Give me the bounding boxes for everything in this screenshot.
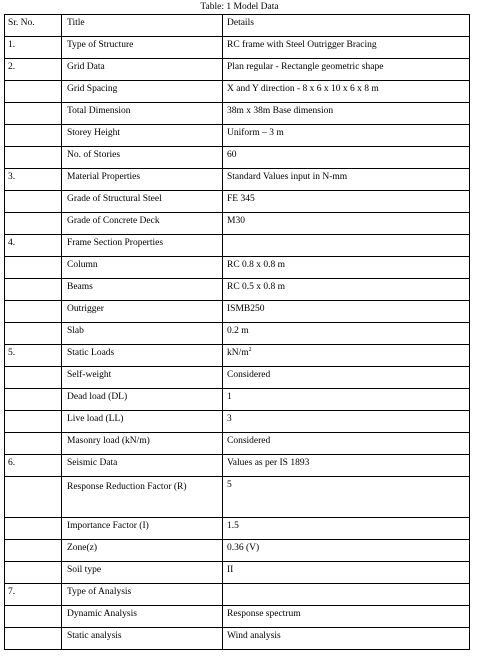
title-cell: Response Reduction Factor (R)	[62, 477, 223, 518]
sr-no-cell	[5, 389, 62, 411]
title-cell: Static Loads	[62, 345, 223, 367]
sr-no-cell	[5, 125, 62, 147]
details-cell: 0.2 m	[223, 323, 470, 345]
title-cell: Column	[62, 257, 223, 279]
sr-no-cell	[5, 518, 62, 540]
unit-text: kN/m	[227, 348, 249, 358]
details-cell: FE 345	[223, 191, 470, 213]
sr-no-cell: 7.	[5, 584, 62, 606]
sr-no-cell: 5.	[5, 345, 62, 367]
sr-no-cell	[5, 147, 62, 169]
details-cell: 38m x 38m Base dimension	[223, 103, 470, 125]
title-cell: Material Properties	[62, 169, 223, 191]
details-cell	[223, 584, 470, 606]
table-row	[5, 455, 470, 477]
table-row	[5, 169, 470, 191]
title-cell: No. of Stories	[62, 147, 223, 169]
table-header-row	[5, 15, 470, 37]
table-row	[5, 147, 470, 169]
table-row	[5, 433, 470, 455]
details-cell: M30	[223, 213, 470, 235]
table-row	[5, 301, 470, 323]
details-cell: Standard Values input in N-mm	[223, 169, 470, 191]
sr-no-cell: 3.	[5, 169, 62, 191]
table-row	[5, 540, 470, 562]
title-cell: Type of Structure	[62, 37, 223, 59]
details-cell	[223, 235, 470, 257]
details-cell: X and Y direction - 8 x 6 x 10 x 6 x 8 m	[223, 81, 470, 103]
model-data-table	[4, 14, 470, 650]
table-row	[5, 345, 470, 367]
table-row	[5, 257, 470, 279]
details-cell: Values as per IS 1893	[223, 455, 470, 477]
table-row	[5, 367, 470, 389]
table-row	[5, 628, 470, 650]
title-cell: Frame Section Properties	[62, 235, 223, 257]
details-cell: RC 0.8 x 0.8 m	[223, 257, 470, 279]
title-cell: Live load (LL)	[62, 411, 223, 433]
table-caption: Table: 1 Model Data	[200, 2, 279, 12]
table-row	[5, 191, 470, 213]
details-cell: 1	[223, 389, 470, 411]
details-cell: 5	[223, 477, 470, 518]
sr-no-cell: 4.	[5, 235, 62, 257]
details-cell: Considered	[223, 433, 470, 455]
title-cell: Grade of Concrete Deck	[62, 213, 223, 235]
sr-no-cell	[5, 562, 62, 584]
sr-no-cell	[5, 367, 62, 389]
sr-no-cell	[5, 213, 62, 235]
title-cell: Slab	[62, 323, 223, 345]
unit-exponent: 2	[248, 346, 252, 353]
sr-no-cell	[5, 628, 62, 650]
title-cell: Masonry load (kN/m)	[62, 433, 223, 455]
details-cell: Considered	[223, 367, 470, 389]
sr-no-cell	[5, 81, 62, 103]
title-cell: Grid Spacing	[62, 81, 223, 103]
header-title: Title	[62, 15, 223, 37]
title-cell: Type of Analysis	[62, 584, 223, 606]
details-cell: II	[223, 562, 470, 584]
table-row	[5, 389, 470, 411]
title-cell: Seismic Data	[62, 455, 223, 477]
table-row	[5, 235, 470, 257]
table-row	[5, 411, 470, 433]
details-cell: RC frame with Steel Outrigger Bracing	[223, 37, 470, 59]
sr-no-cell	[5, 103, 62, 125]
sr-no-cell	[5, 257, 62, 279]
title-cell: Total Dimension	[62, 103, 223, 125]
table-row	[5, 81, 470, 103]
table-row	[5, 323, 470, 345]
table-row	[5, 562, 470, 584]
details-cell	[223, 345, 470, 367]
sr-no-cell	[5, 477, 62, 518]
table-row	[5, 59, 470, 81]
sr-no-cell	[5, 191, 62, 213]
table-row	[5, 213, 470, 235]
title-cell: Beams	[62, 279, 223, 301]
table-row	[5, 518, 470, 540]
table-row	[5, 279, 470, 301]
table-body	[5, 37, 470, 650]
title-cell: Importance Factor (I)	[62, 518, 223, 540]
sr-no-cell	[5, 540, 62, 562]
sr-no-cell: 1.	[5, 37, 62, 59]
table-row	[5, 584, 470, 606]
title-cell: Self-weight	[62, 367, 223, 389]
details-cell: RC 0.5 x 0.8 m	[223, 279, 470, 301]
details-cell: ISMB250	[223, 301, 470, 323]
title-cell: Grade of Structural Steel	[62, 191, 223, 213]
title-cell: Grid Data	[62, 59, 223, 81]
table-row	[5, 37, 470, 59]
table-row	[5, 125, 470, 147]
table-row	[5, 477, 470, 518]
sr-no-cell: 6.	[5, 455, 62, 477]
table-row	[5, 606, 470, 628]
title-cell: Static analysis	[62, 628, 223, 650]
details-cell: Wind analysis	[223, 628, 470, 650]
details-cell: Uniform – 3 m	[223, 125, 470, 147]
sr-no-cell	[5, 411, 62, 433]
details-cell: 0.36 (V)	[223, 540, 470, 562]
table-row	[5, 103, 470, 125]
title-cell: Zone(z)	[62, 540, 223, 562]
sr-no-cell	[5, 323, 62, 345]
details-cell: 3	[223, 411, 470, 433]
title-cell: Storey Height	[62, 125, 223, 147]
sr-no-cell	[5, 433, 62, 455]
sr-no-cell	[5, 301, 62, 323]
sr-no-cell: 2.	[5, 59, 62, 81]
details-cell: Response spectrum	[223, 606, 470, 628]
title-cell: Dead load (DL)	[62, 389, 223, 411]
sr-no-cell	[5, 606, 62, 628]
details-cell: Plan regular - Rectangle geometric shape	[223, 59, 470, 81]
title-cell: Soil type	[62, 562, 223, 584]
header-sr-no: Sr. No.	[5, 15, 62, 37]
title-cell: Outrigger	[62, 301, 223, 323]
details-cell: 60	[223, 147, 470, 169]
header-details: Details	[223, 15, 470, 37]
sr-no-cell	[5, 279, 62, 301]
details-cell: 1.5	[223, 518, 470, 540]
title-cell: Dynamic Analysis	[62, 606, 223, 628]
